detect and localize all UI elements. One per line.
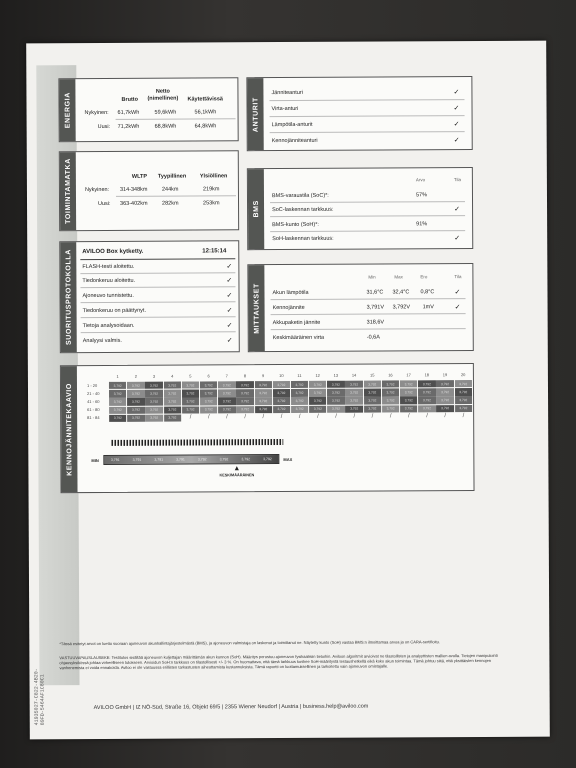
- meas-ero: 0,8°C: [420, 289, 435, 296]
- divider: [270, 230, 465, 232]
- cell-voltage: 3,792: [164, 414, 181, 421]
- check-icon: ✓: [226, 337, 233, 345]
- bms-box: [247, 167, 473, 250]
- range-header-max: Ylsiöllinen: [199, 173, 228, 180]
- bms-label: BMS-kunto (SoH)*:: [272, 221, 319, 229]
- report-id: 41935027-C822-4B20-89FD-5464AF1C80C1: [33, 668, 46, 726]
- cell-empty: /: [353, 414, 356, 421]
- cell-voltage: 3,792: [418, 388, 435, 395]
- cell-column-number: 14: [351, 372, 357, 378]
- check-icon: ✓: [453, 89, 460, 97]
- bms-label: SoH-laskennan tarkkuus:: [272, 235, 334, 243]
- cell-voltage: 3,792: [345, 397, 362, 404]
- range-header-wltp: WLTP: [131, 173, 148, 180]
- divider: [80, 286, 235, 288]
- energia-header-brutto: Brutto: [121, 96, 138, 103]
- range-row-label: Nykyinen:: [84, 186, 110, 194]
- average-label: KESKIMÄÄRÄINEN: [219, 473, 255, 478]
- cell-column-number: 1: [116, 373, 119, 379]
- cell-voltage: 3,792: [146, 414, 163, 421]
- cell-column-number: 5: [189, 373, 192, 379]
- protocol-item: Tiedonkeruu aloitettu.: [82, 277, 136, 285]
- check-icon: ✓: [226, 263, 233, 271]
- cell-column-numbers: [109, 372, 472, 379]
- cell-voltage: 3,792: [255, 397, 272, 404]
- cell-voltage: 3,792: [164, 390, 181, 397]
- cell-voltage: 3,792: [418, 397, 435, 404]
- cell-voltage: 3,792: [364, 381, 381, 388]
- cell-row-label: 41 - 60: [87, 398, 100, 405]
- cell-column-number: 19: [442, 372, 448, 378]
- meas-label: Keskimääräinen virta: [272, 334, 325, 342]
- scale-value: 3,792: [241, 457, 251, 462]
- cell-voltage: 3,792: [145, 398, 162, 405]
- cell-voltage: 3,792: [400, 380, 417, 387]
- cell-voltage: 3,792: [364, 389, 381, 396]
- cell-empty: /: [280, 414, 283, 421]
- cell-voltage: 3,792: [218, 381, 235, 388]
- cell-voltage: 3,792: [127, 382, 144, 389]
- check-icon: ✓: [454, 289, 461, 297]
- range-value: 363-402km: [120, 200, 148, 207]
- kennojannite-tab: KENNOJÄNNITEKAAVIO: [61, 366, 78, 492]
- divider: [271, 298, 466, 300]
- anturit-tab: ANTURIT: [247, 78, 263, 150]
- cell-voltage: 3,792: [400, 389, 417, 396]
- voltage-scale: [103, 454, 279, 465]
- cell-voltage: 3,792: [109, 406, 126, 413]
- protocol-item: Tiedonkeruu on päättynyt.: [82, 307, 147, 315]
- protocol-item: Ajoneuvo tunnistettu.: [82, 292, 134, 300]
- cell-voltage: 3,792: [291, 405, 308, 412]
- cell-voltage: 3,792: [127, 406, 144, 413]
- divider: [80, 272, 235, 274]
- cell-voltage: 3,792: [218, 389, 235, 396]
- cell-voltage: 3,792: [109, 415, 126, 422]
- energia-row-label: Nykyinen:: [84, 109, 109, 117]
- meas-ero: 1mV: [422, 304, 434, 311]
- scale-value: 3,791: [176, 457, 185, 462]
- cell-column-number: 18: [424, 372, 430, 378]
- check-icon: ✓: [454, 235, 461, 243]
- cell-column-number: 13: [333, 372, 339, 378]
- scale-min-label: MIN: [91, 457, 99, 464]
- energia-header-kaytettavissa: Käytettävissä: [187, 96, 223, 103]
- cell-voltage: 3,792: [254, 389, 271, 396]
- cell-voltage: 3,792: [455, 405, 472, 412]
- range-value: 244km: [161, 186, 179, 193]
- range-value: 282km: [162, 200, 179, 207]
- footnote-asterisk: *Tässä esitetyt arvot on luettu suoraan ajoneuvon akunhallintajärjestelmästä (BMS), ja ajoneuvon valmistaja on laskenut ja toimittanut ne. Näytetty kunto (SoH) vastaa BMS:n ilmoittamaa arvoa ja on CARA-sertifioitu.: [59, 639, 440, 647]
- cell-voltage: 3,792: [382, 380, 399, 387]
- cell-empty: /: [244, 414, 247, 421]
- cell-voltage: 3,792: [273, 406, 290, 413]
- scale-value: 3,791: [132, 457, 142, 462]
- meas-min: -0,6A: [366, 334, 380, 341]
- cell-voltage: 3,792: [145, 406, 162, 413]
- report-page: [26, 41, 550, 740]
- meas-header-ero: Ero: [420, 274, 428, 280]
- cell-empty: /: [262, 414, 265, 421]
- cell-voltage: 3,792: [236, 398, 253, 405]
- bms-header-tila: Tila: [453, 177, 462, 183]
- cell-voltage: 3,792: [364, 397, 381, 404]
- cell-empty: /: [426, 413, 428, 420]
- cell-voltage: 3,792: [327, 381, 344, 388]
- divider: [270, 215, 465, 217]
- scale-value: 3,792: [197, 457, 207, 462]
- cell-column-number: 7: [225, 373, 228, 379]
- cell-row-label: 61 - 80: [87, 406, 100, 413]
- cell-voltage: 3,792: [291, 381, 308, 388]
- cell-voltage: 3,792: [455, 388, 472, 395]
- energia-tab: ENERGIA: [59, 79, 75, 141]
- cell-empty: /: [207, 414, 210, 421]
- cell-voltage: 3,792: [164, 382, 181, 389]
- cell-voltage: 3,792: [400, 405, 417, 412]
- meas-label: Kennojännite: [272, 304, 305, 312]
- divider: [81, 316, 236, 318]
- cell-voltage: 3,792: [327, 405, 344, 412]
- cell-voltage: 3,792: [109, 398, 126, 405]
- protocol-item: Analyysi valmis.: [82, 337, 122, 345]
- check-icon: ✓: [453, 105, 460, 113]
- cell-voltage: 3,792: [309, 389, 326, 396]
- check-icon: ✓: [453, 137, 460, 145]
- divider: [271, 313, 466, 315]
- meas-header-min: Min: [368, 274, 376, 280]
- suoritusprotokolla-box: [59, 240, 240, 353]
- protocol-item: FLASH-testi aloitettu.: [82, 263, 135, 271]
- cell-column-number: 3: [152, 373, 156, 379]
- divider: [81, 301, 236, 303]
- check-icon: ✓: [226, 307, 233, 315]
- meas-label: Akkupaketin jännite: [272, 319, 321, 327]
- cell-voltage: 3,792: [127, 415, 144, 422]
- cell-voltage: 3,792: [182, 406, 199, 413]
- average-marker-icon: ▲: [233, 465, 241, 473]
- meas-header-tila: Tila: [454, 274, 462, 280]
- toimintamatka-tab: TOIMINTAMATKA: [60, 152, 76, 230]
- cell-voltage: 3,792: [455, 396, 472, 403]
- cell-voltage: 3,792: [200, 390, 217, 397]
- check-icon: ✓: [226, 277, 233, 285]
- cell-column-number: 8: [243, 373, 247, 379]
- cell-column-number: 12: [315, 372, 320, 378]
- energia-value: 56,1kWh: [194, 109, 217, 116]
- divider: [80, 258, 235, 260]
- cell-voltage: 3,792: [236, 381, 253, 388]
- cell-voltage: 3,792: [145, 390, 162, 397]
- cell-empty: /: [335, 414, 337, 421]
- sensor-item: Jänniteanturi: [271, 89, 303, 97]
- cell-empty: /: [317, 414, 319, 421]
- cell-voltage: 3,792: [182, 390, 199, 397]
- cell-voltage: 3,792: [418, 405, 435, 412]
- cell-voltage: 3,792: [200, 381, 217, 388]
- bms-tab: BMS: [248, 169, 264, 249]
- cell-voltage: 3,792: [273, 397, 290, 404]
- cell-column-number: 4: [171, 373, 174, 379]
- meas-min: 3,791V: [366, 304, 385, 311]
- check-icon: ✓: [226, 292, 233, 300]
- energia-value: 71,2kWh: [117, 123, 140, 130]
- meas-min: 318,6V: [366, 319, 385, 326]
- divider: [270, 201, 465, 203]
- cell-row-label: 21 - 40: [87, 390, 100, 397]
- cell-voltage: 3,792: [455, 380, 472, 387]
- scale-value: 3,792: [263, 457, 272, 462]
- kennojannite-box: [60, 363, 475, 493]
- meas-label: Akun lämpötila: [272, 289, 309, 297]
- bms-label: SoC-laskennan tarkkuus:: [272, 206, 334, 214]
- cell-voltage: 3,792: [236, 389, 253, 396]
- mittaukset-box: [247, 263, 473, 352]
- cell-voltage: 3,792: [109, 382, 126, 389]
- scale-value: 3,791: [154, 457, 164, 462]
- cell-voltage: 3,792: [364, 405, 381, 412]
- cell-voltage: 3,792: [436, 405, 453, 412]
- divider: [270, 131, 465, 133]
- divider: [271, 328, 466, 330]
- cell-voltage: 3,792: [109, 390, 126, 397]
- check-icon: ✓: [454, 206, 460, 214]
- scale-value: 3,792: [219, 457, 229, 462]
- anturit-box: [246, 76, 472, 151]
- energia-value: 64,8kWh: [194, 123, 217, 130]
- range-value: 253km: [203, 200, 220, 207]
- cell-empty: /: [189, 414, 192, 421]
- bms-header-arvo: Arvo: [415, 177, 426, 183]
- energia-box: [58, 77, 238, 142]
- cell-voltage: 3,792: [255, 406, 272, 413]
- footnote-disclaimer: VASTUUVAPAUSLAUSEKE: Testitulos sisältää ajoneuvon kuljettajan määrittämän akun kunnon (SoH). Määritys perustuu ajoneuvon fysikaalisiin tietoihin. Aviloon algoritmit arvioivat ne tilastollisten ja analyyttisten mallien avulla. Tietojen manipulointi ohjausyksikössä johtaa virheelliseen tulokseen. Arvioidun SoH:n tarkkuus on tilastollisesti +/- 3 %. On huomattava, että tämä tarkkuus koskee SoH-määritystä testaushetkellä eikä koko akun toimintaa. Tämä johtuu siitä, että yksittäisten kennojen vanhenemista ei voida ennakoida. Aviloo ei ole vastuussa erillisten tarkastusten aiheuttamista kustannuksista. Tämä raportti on luottamuksellinen ja tarkoitettu vain ajoneuvon omistajalle.: [59, 652, 498, 671]
- toimintamatka-box: [59, 150, 239, 231]
- cell-column-number: 11: [297, 372, 302, 378]
- protocol-item: Tietoja analysoidaan.: [82, 322, 135, 330]
- cell-voltage: 3,792: [164, 398, 181, 405]
- cell-voltage: 3,792: [164, 406, 181, 413]
- energia-value: 68,8kWh: [154, 123, 177, 130]
- cell-voltage: 3,792: [327, 389, 344, 396]
- cell-voltage: 3,792: [236, 406, 253, 413]
- cell-voltage: 3,792: [127, 398, 144, 405]
- cell-voltage: 3,792: [182, 381, 199, 388]
- sensor-item: Virta-anturi: [271, 105, 299, 113]
- protocol-time: 12:15:14: [202, 248, 227, 255]
- cell-voltage: 3,792: [345, 389, 362, 396]
- energia-value: 61,7kWh: [117, 109, 140, 116]
- protocol-title: AVILOO Box kytketty.: [82, 248, 144, 256]
- cell-column-number: 20: [460, 372, 466, 378]
- cell-empty: /: [444, 413, 447, 420]
- divider: [81, 331, 236, 333]
- cell-voltage: 3,792: [291, 389, 308, 396]
- divider: [269, 99, 464, 101]
- suoritusprotokolla-tab: SUORITUSPROTOKOLLA: [60, 242, 77, 352]
- cell-empty: /: [389, 413, 392, 420]
- cell-empty: /: [462, 413, 465, 420]
- scale-max-label: MAX: [283, 456, 293, 463]
- cell-column-number: 16: [388, 372, 393, 378]
- cell-voltage: 3,792: [200, 398, 217, 405]
- meas-header-max: Max: [394, 274, 403, 280]
- cell-empty: /: [226, 414, 228, 421]
- cell-voltage: 3,792: [182, 398, 199, 405]
- meas-max: 32,4°C: [392, 289, 410, 296]
- mittaukset-tab: MITTAUKSET: [248, 265, 264, 351]
- cell-voltage: 3,792: [345, 381, 362, 388]
- range-header-typical: Tyypillinen: [157, 173, 187, 180]
- cell-voltage: 3,792: [145, 382, 162, 389]
- cell-voltage: 3,792: [309, 397, 326, 404]
- scale-value: 3,791: [110, 457, 120, 462]
- cell-column-number: 6: [207, 373, 210, 379]
- cell-column-number: 2: [134, 373, 137, 379]
- cell-voltage: 3,792: [436, 388, 453, 395]
- cell-voltage: 3,792: [346, 405, 363, 412]
- energia-header-netto: Netto (nimellinen): [147, 88, 179, 102]
- page-footer: AVILOO GmbH | IZ NÖ-Süd, Straße 16, Objekt 69/5 | 2355 Wiener Neudorf | Austria | business.help@aviloo.com: [93, 703, 369, 712]
- divider: [116, 118, 236, 120]
- range-value: 314-348km: [119, 186, 148, 193]
- check-icon: ✓: [454, 304, 461, 312]
- divider: [270, 115, 465, 117]
- cell-empty: /: [407, 413, 410, 420]
- cell-column-number: 17: [406, 372, 411, 378]
- energia-value: 59,6kWh: [154, 109, 177, 116]
- range-value: 219km: [202, 186, 220, 193]
- cell-voltage: 3,792: [218, 398, 235, 405]
- cell-column-number: 9: [261, 373, 265, 379]
- bms-label: BMS-varaustila (SoC)*:: [271, 192, 329, 200]
- cell-voltage: 3,792: [309, 381, 326, 388]
- cell-voltage-grid: [109, 380, 472, 422]
- cell-voltage: 3,792: [291, 397, 308, 404]
- cell-voltage: 3,792: [400, 397, 417, 404]
- cell-voltage: 3,792: [254, 381, 271, 388]
- cell-voltage: 3,792: [418, 380, 435, 387]
- cell-voltage: 3,792: [200, 406, 217, 413]
- energia-row-label: Uusi:: [97, 123, 111, 130]
- meas-max: 3,792V: [392, 304, 411, 311]
- check-icon: ✓: [453, 121, 460, 129]
- cell-voltage: 3,792: [382, 389, 399, 396]
- cell-column-number: 15: [370, 372, 375, 378]
- cell-voltage: 3,792: [309, 405, 326, 412]
- cell-voltage: 3,792: [273, 389, 290, 396]
- voltage-gradient-bar: [111, 439, 283, 446]
- cell-row-label: 81 - 84: [87, 414, 100, 421]
- cell-empty: /: [371, 413, 374, 420]
- cell-voltage: 3,792: [218, 406, 235, 413]
- cell-row-label: 1 - 20: [86, 382, 98, 389]
- cell-voltage: 3,792: [382, 397, 399, 404]
- sensor-item: Kennojänniteanturi: [271, 137, 318, 145]
- divider: [116, 195, 236, 197]
- range-row-label: Uusi:: [98, 200, 111, 207]
- cell-voltage: 3,792: [382, 405, 399, 412]
- check-icon: ✓: [226, 322, 233, 330]
- cell-voltage: 3,792: [327, 397, 344, 404]
- cell-column-number: 10: [279, 373, 284, 379]
- bms-value: 57%: [415, 192, 428, 199]
- sensor-item: Lämpötila-anturit: [271, 121, 313, 129]
- cell-voltage: 3,792: [273, 381, 290, 388]
- bms-value: 91%: [416, 221, 428, 228]
- cell-voltage: 3,792: [436, 397, 453, 404]
- cell-empty: /: [298, 414, 301, 421]
- meas-min: 31,6°C: [366, 289, 384, 296]
- cell-voltage: 3,792: [127, 390, 144, 397]
- cell-voltage: 3,792: [436, 380, 453, 387]
